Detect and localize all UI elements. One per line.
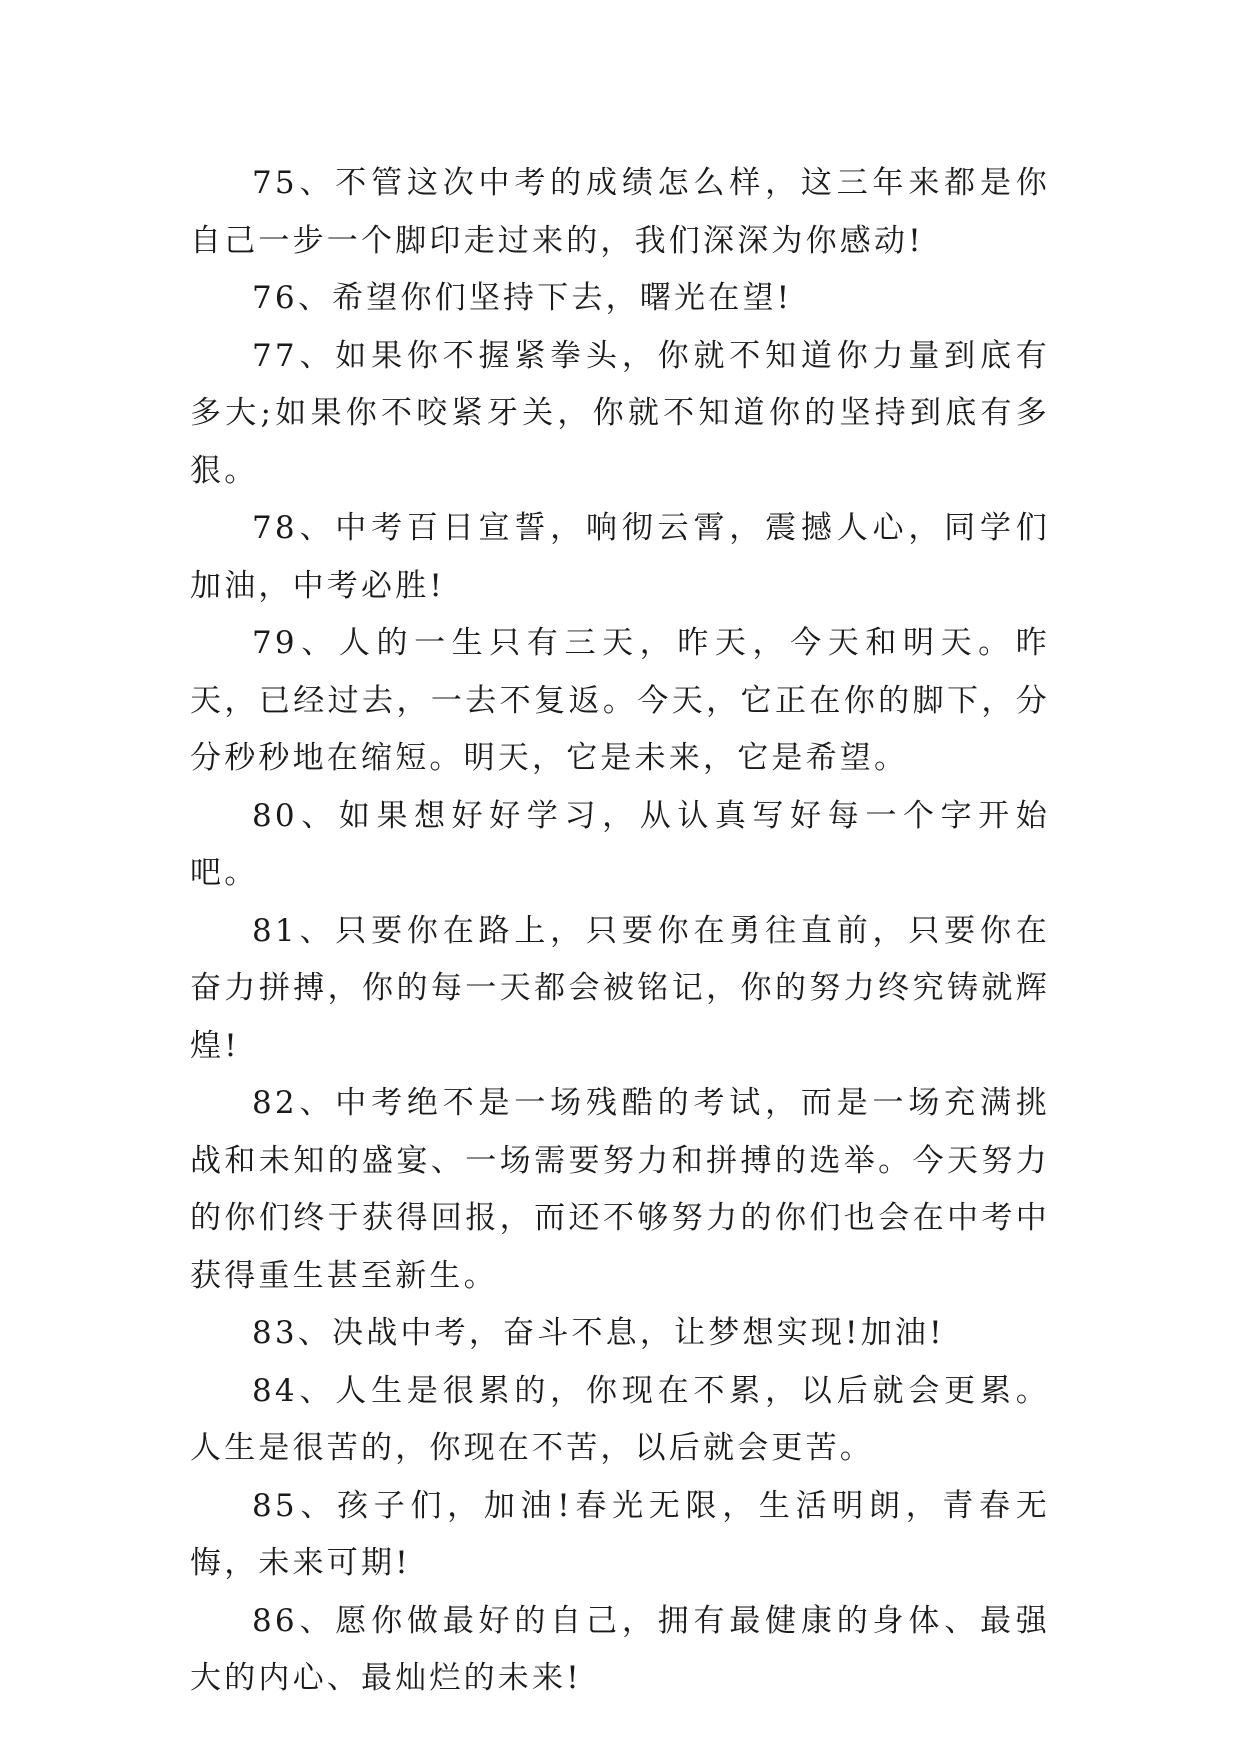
- paragraph-75: 75、不管这次中考的成绩怎么样，这三年来都是你自己一步一个脚印走过来的，我们深深为你感动!: [190, 165, 1050, 259]
- paragraph-83: 83、决战中考，奋斗不息，让梦想实现!加油!: [252, 1315, 945, 1351]
- paragraph-82: 82、中考绝不是一场残酷的考试，而是一场充满挑战和未知的盛宴、一场需要努力和拼搏的选举。今天努力的你们终于获得回报，而还不够努力的你们也会在中考中获得重生甚至新生。: [190, 1085, 1050, 1294]
- paragraph-86: 86、愿你做最好的自己，拥有最健康的身体、最强大的内心、最灿烂的未来!: [190, 1602, 1050, 1696]
- paragraph-76: 76、希望你们坚持下去，曙光在望!: [252, 280, 793, 316]
- paragraph-80: 80、如果想好好学习，从认真写好每一个字开始吧。: [190, 797, 1050, 891]
- paragraph-84: 84、人生是很累的，你现在不累，以后就会更累。人生是很苦的，你现在不苦，以后就会更苦。: [190, 1372, 1050, 1466]
- paragraph-81: 81、只要你在路上，只要你在勇往直前，只要你在奋力拼搏，你的每一天都会被铭记，你的努力终究铸就辉煌!: [190, 912, 1050, 1064]
- paragraph-79: 79、人的一生只有三天，昨天，今天和明天。昨天，已经过去，一去不复返。今天，它正在你的脚下，分分秒秒地在缩短。明天，它是未来，它是希望。: [190, 625, 1050, 776]
- paragraph-77: 77、如果你不握紧拳头，你就不知道你力量到底有多大;如果你不咬紧牙关，你就不知道你的坚持到底有多狠。: [190, 337, 1050, 489]
- paragraph-78: 78、中考百日宣誓，响彻云霄，震撼人心，同学们加油，中考必胜!: [190, 510, 1050, 604]
- document-body: [190, 155, 1050, 1708]
- paragraph-85: 85、孩子们，加油!春光无限，生活明朗，青春无悔，未来可期!: [190, 1487, 1050, 1581]
